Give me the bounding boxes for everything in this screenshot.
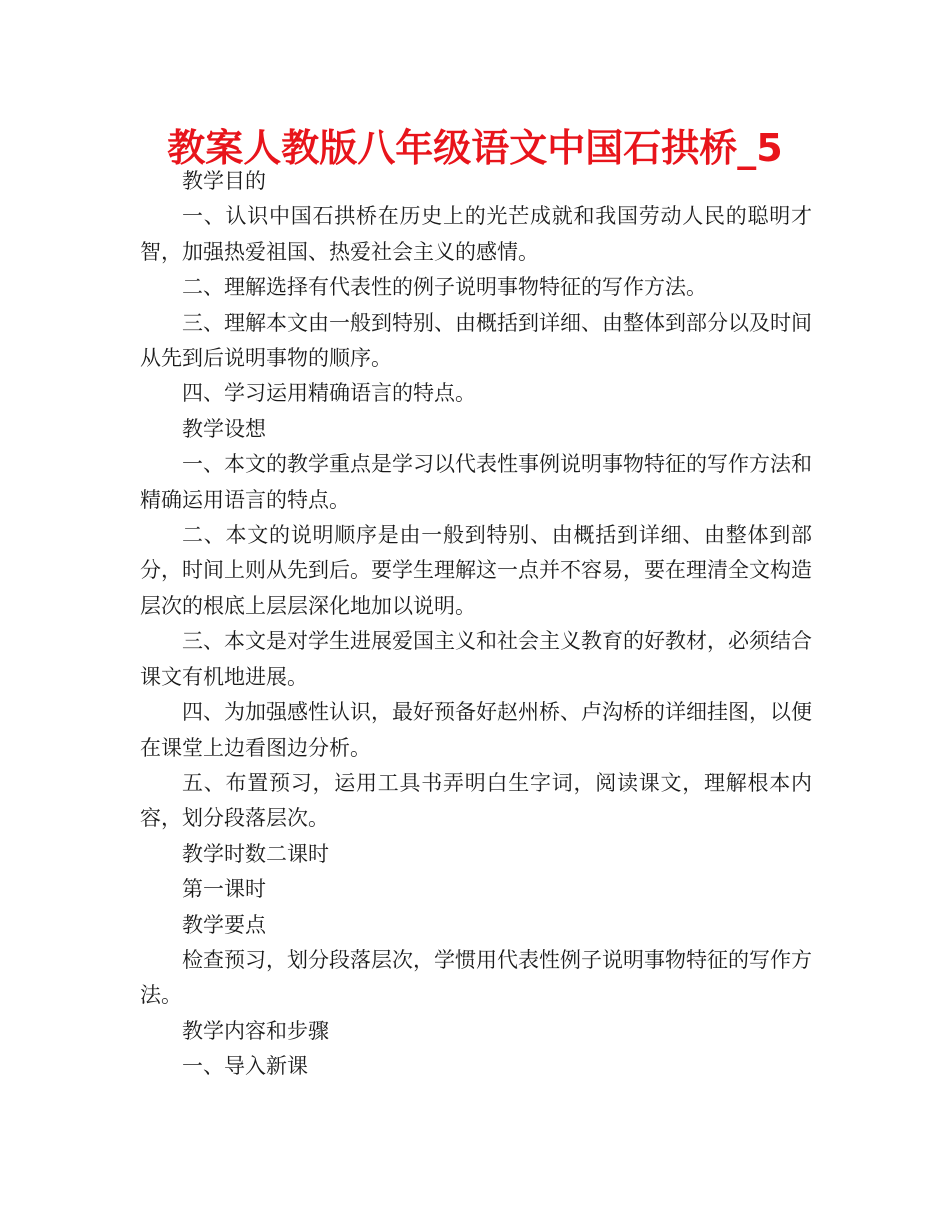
section-heading-first-lesson: 第一课时	[182, 877, 266, 902]
document-title: 教案人教版八年级语文中国石拱桥_5	[167, 126, 783, 170]
paragraph: 三、理解本文由一般到特别、由概括到详细、由整体到部分以及时间从先到后说明事物的顺序。	[140, 310, 812, 371]
paragraph: 一、本文的教学重点是学习以代表性事例说明事物特征的写作方法和精确运用语言的特点。	[140, 452, 812, 512]
paragraph: 一、导入新课	[182, 1054, 308, 1079]
section-heading-class-hours: 教学时数二课时	[182, 841, 329, 866]
paragraph: 三、本文是对学生进展爱国主义和社会主义教育的好教材，必须结合课文有机地进展。	[140, 629, 812, 689]
section-heading-teaching-goals: 教学目的	[182, 169, 266, 193]
document-body	[140, 164, 812, 1085]
paragraph: 一、认识中国石拱桥在历史上的光芒成就和我国劳动人民的聪明才智，加强热爱祖国、热爱社会主义的感情。	[140, 204, 812, 264]
paragraph: 二、本文的说明顺序是由一般到特别、由概括到详细、由整体到部分，时间上则从先到后。要学生理解这一点并不容易，要在理清全文构造层次的根底上层层深化地加以说明。	[140, 523, 812, 618]
paragraph: 五、布置预习，运用工具书弄明白生字词，阅读课文，理解根本内容，划分段落层次。	[140, 770, 812, 831]
section-heading-teaching-points: 教学要点	[182, 912, 266, 937]
paragraph: 检查预习，划分段落层次，学惯用代表性例子说明事物特征的写作方法。	[140, 947, 812, 1008]
paragraph: 四、为加强感性认识，最好预备好赵州桥、卢沟桥的详细挂图，以便在课堂上边看图边分析。	[140, 700, 812, 760]
paragraph: 二、理解选择有代表性的例子说明事物特征的写作方法。	[182, 275, 707, 300]
section-heading-teaching-design: 教学设想	[182, 416, 266, 441]
paragraph: 四、学习运用精确语言的特点。	[182, 381, 476, 406]
section-heading-content-steps: 教学内容和步骤	[182, 1018, 329, 1043]
